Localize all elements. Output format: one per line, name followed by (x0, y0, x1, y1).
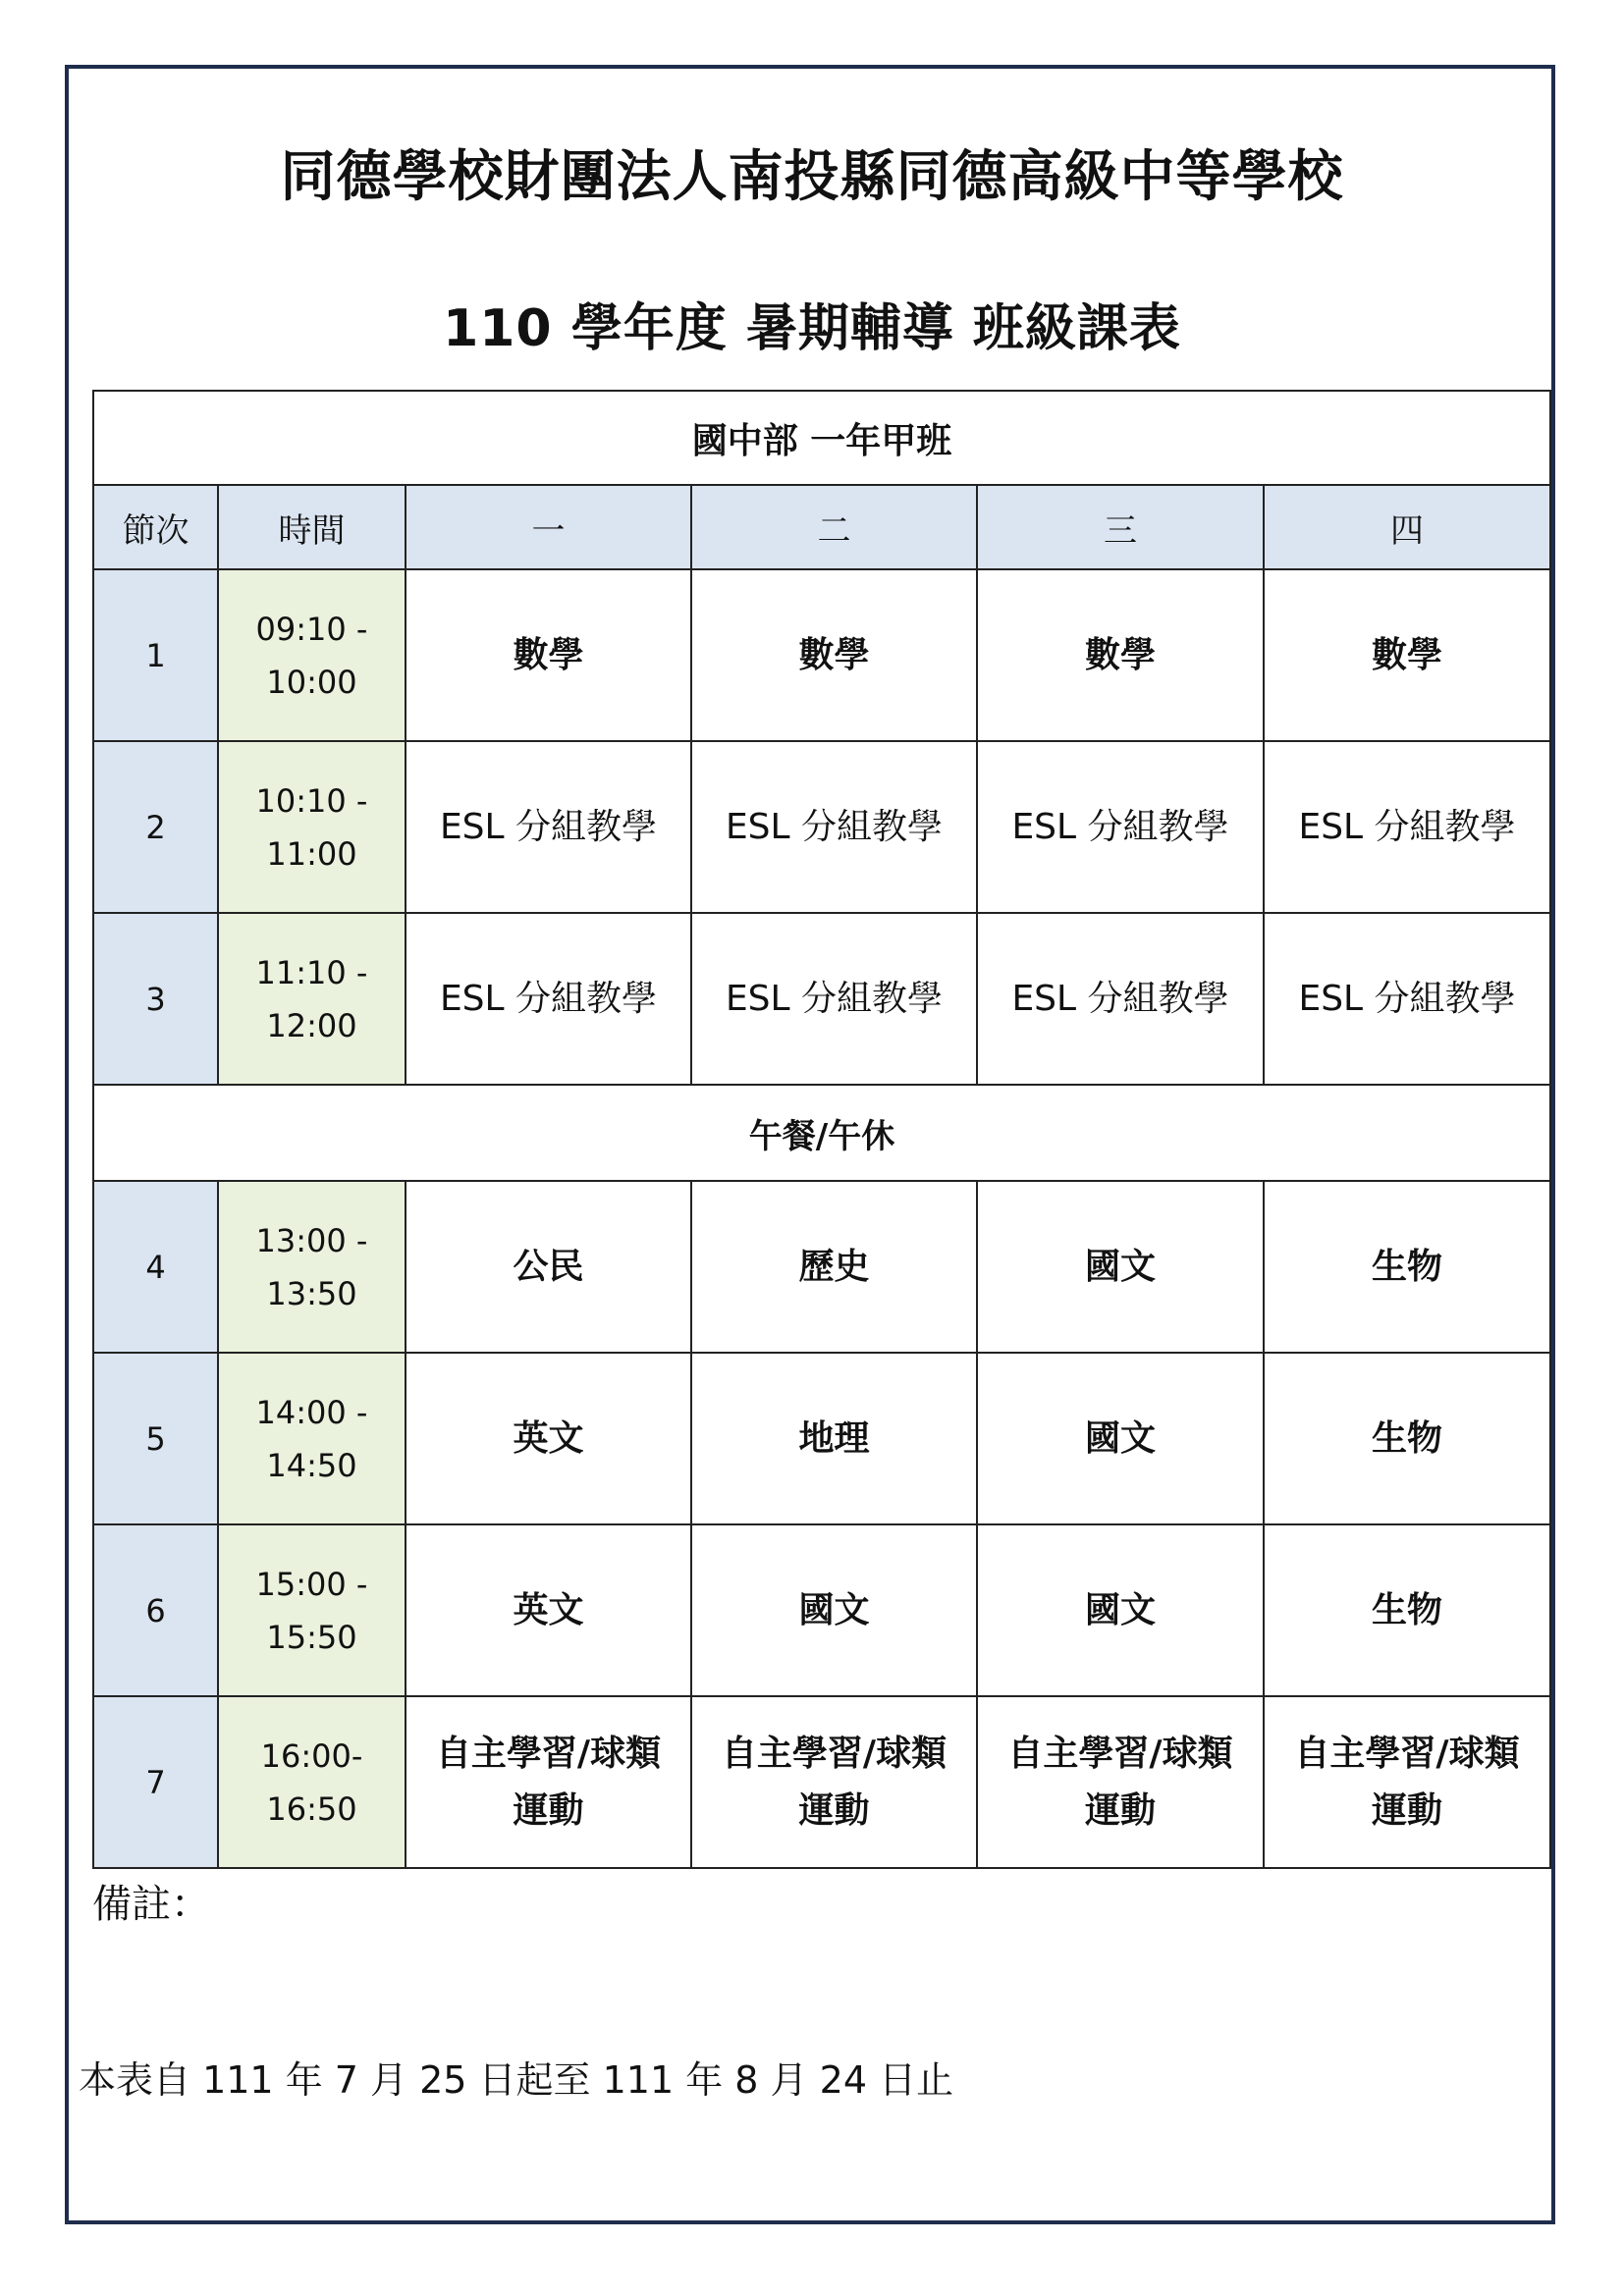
subject-cell: 國文 (977, 1524, 1264, 1696)
class-name: 國中部 一年甲班 (93, 391, 1550, 485)
col-header-mon: 一 (406, 485, 691, 569)
subject-cell: 數學 (977, 569, 1264, 741)
subject-cell: ESL 分組教學 (977, 913, 1264, 1085)
period-number: 2 (93, 741, 218, 913)
table-row (93, 741, 1550, 913)
subject-cell: 自主學習/球類 運動 (691, 1696, 977, 1868)
subject-cell: 地理 (691, 1353, 977, 1524)
table-row (93, 1353, 1550, 1524)
table-row (93, 1181, 1550, 1353)
period-time: 16:00- 16:50 (218, 1696, 406, 1868)
remarks-label: 備註： (92, 1882, 210, 1927)
period-number: 1 (93, 569, 218, 741)
period-time: 13:00 - 13:50 (218, 1181, 406, 1353)
table-row (93, 913, 1550, 1085)
subject-cell: ESL 分組教學 (1264, 913, 1550, 1085)
subject-cell: ESL 分組教學 (977, 741, 1264, 913)
period-time: 14:00 - 14:50 (218, 1353, 406, 1524)
lunch-break-row: 午餐/午休 (93, 1085, 1550, 1181)
period-number: 3 (93, 913, 218, 1085)
subject-cell: ESL 分組教學 (1264, 741, 1550, 913)
subject-cell: 公民 (406, 1181, 691, 1353)
subject-cell: 自主學習/球類 運動 (977, 1696, 1264, 1868)
table-row (93, 1696, 1550, 1868)
school-name: 同德學校財團法人南投縣同德高級中等學校 (280, 145, 1344, 209)
col-header-time: 時間 (218, 485, 406, 569)
period-number: 4 (93, 1181, 218, 1353)
period-time: 11:10 - 12:00 (218, 913, 406, 1085)
col-header-period: 節次 (93, 485, 218, 569)
subject-cell: 歷史 (691, 1181, 977, 1353)
col-header-wed: 三 (977, 485, 1264, 569)
class-schedule-table (92, 390, 1551, 1869)
subject-cell: 國文 (977, 1181, 1264, 1353)
subject-cell: 國文 (691, 1524, 977, 1696)
period-number: 7 (93, 1696, 218, 1868)
subject-cell: ESL 分組教學 (691, 741, 977, 913)
subject-cell: 英文 (406, 1524, 691, 1696)
period-number: 5 (93, 1353, 218, 1524)
subject-cell: 生物 (1264, 1181, 1550, 1353)
subject-cell: 數學 (691, 569, 977, 741)
subject-cell: 生物 (1264, 1353, 1550, 1524)
subject-cell: 英文 (406, 1353, 691, 1524)
period-time: 15:00 - 15:50 (218, 1524, 406, 1696)
table-row (93, 569, 1550, 741)
col-header-thu: 四 (1264, 485, 1550, 569)
col-header-tue: 二 (691, 485, 977, 569)
header-row (93, 485, 1550, 569)
schedule-title: 110 學年度 暑期輔導 班級課表 (443, 299, 1181, 358)
subject-cell: ESL 分組教學 (406, 913, 691, 1085)
period-time: 09:10 - 10:00 (218, 569, 406, 741)
subject-cell: 數學 (1264, 569, 1550, 741)
table-row (93, 1524, 1550, 1696)
subject-cell: 自主學習/球類 運動 (1264, 1696, 1550, 1868)
effective-date-range: 本表自 111 年 7 月 25 日起至 111 年 8 月 24 日止 (79, 2058, 954, 2102)
period-time: 10:10 - 11:00 (218, 741, 406, 913)
subject-cell: 數學 (406, 569, 691, 741)
subject-cell: 自主學習/球類 運動 (406, 1696, 691, 1868)
subject-cell: ESL 分組教學 (406, 741, 691, 913)
subject-cell: 國文 (977, 1353, 1264, 1524)
period-number: 6 (93, 1524, 218, 1696)
subject-cell: ESL 分組教學 (691, 913, 977, 1085)
subject-cell: 生物 (1264, 1524, 1550, 1696)
